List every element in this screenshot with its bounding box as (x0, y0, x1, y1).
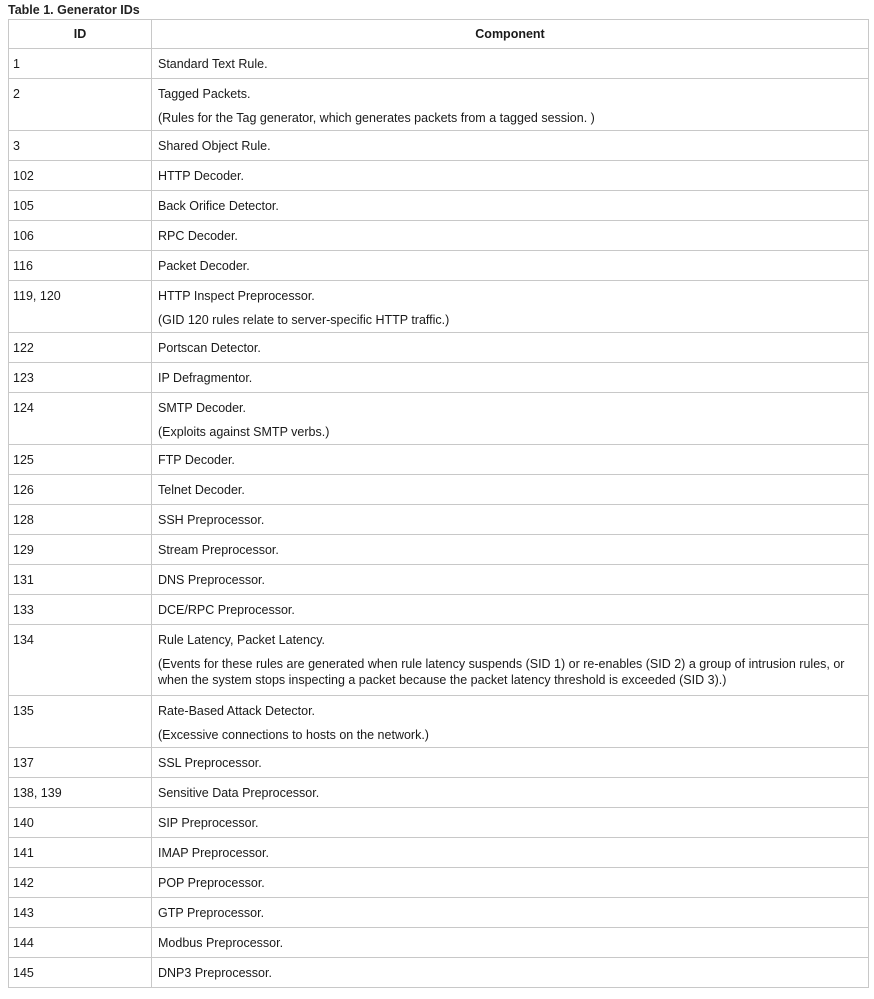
table-row (9, 958, 869, 988)
cell-component (152, 475, 869, 505)
cell-id: 102 (9, 161, 152, 191)
component-note: (Excessive connections to hosts on the network.) (158, 728, 429, 742)
cell-component (152, 333, 869, 363)
cell-id: 144 (9, 928, 152, 958)
component-name: IP Defragmentor. (158, 371, 253, 385)
table-header-row (9, 20, 869, 49)
column-header-component: Component (152, 20, 869, 49)
table-row (9, 505, 869, 535)
component-name: Back Orifice Detector. (158, 199, 279, 213)
table-row (9, 535, 869, 565)
component-name: SIP Preprocessor. (158, 816, 259, 830)
cell-id: 135 (9, 696, 152, 748)
table-row (9, 778, 869, 808)
component-name: Tagged Packets. (158, 87, 251, 101)
cell-component (152, 748, 869, 778)
component-name: SMTP Decoder. (158, 401, 247, 415)
cell-component (152, 363, 869, 393)
cell-component (152, 958, 869, 988)
cell-id: 128 (9, 505, 152, 535)
cell-component (152, 565, 869, 595)
component-note: (Rules for the Tag generator, which generates packets from a tagged session. ) (158, 111, 595, 125)
cell-component (152, 838, 869, 868)
cell-id: 137 (9, 748, 152, 778)
table-row (9, 595, 869, 625)
cell-component (152, 79, 869, 131)
component-name: Stream Preprocessor. (158, 543, 279, 557)
cell-id: 105 (9, 191, 152, 221)
table-row (9, 281, 869, 333)
cell-component (152, 595, 869, 625)
component-name: Rule Latency, Packet Latency. (158, 633, 325, 647)
cell-component (152, 131, 869, 161)
table-caption: Table 1. Generator IDs (8, 3, 140, 17)
component-name: FTP Decoder. (158, 453, 235, 467)
component-name: Shared Object Rule. (158, 139, 271, 153)
component-name: Modbus Preprocessor. (158, 936, 284, 950)
component-name: POP Preprocessor. (158, 876, 265, 890)
table-row (9, 565, 869, 595)
cell-id: 1 (9, 49, 152, 79)
cell-id: 124 (9, 393, 152, 445)
cell-component (152, 696, 869, 748)
component-note: (GID 120 rules relate to server-specific HTTP traffic.) (158, 313, 450, 327)
component-name: HTTP Inspect Preprocessor. (158, 289, 315, 303)
cell-component (152, 221, 869, 251)
cell-id: 3 (9, 131, 152, 161)
component-name: Telnet Decoder. (158, 483, 245, 497)
cell-id: 116 (9, 251, 152, 281)
cell-id: 125 (9, 445, 152, 475)
cell-component (152, 778, 869, 808)
cell-id: 143 (9, 898, 152, 928)
component-name: DNP3 Preprocessor. (158, 966, 272, 980)
cell-component (152, 281, 869, 333)
table-row (9, 808, 869, 838)
cell-id: 129 (9, 535, 152, 565)
table-row (9, 333, 869, 363)
table-row (9, 363, 869, 393)
component-note: (Exploits against SMTP verbs.) (158, 425, 330, 439)
cell-id: 2 (9, 79, 152, 131)
table-row (9, 79, 869, 131)
table-row (9, 696, 869, 748)
table-row (9, 221, 869, 251)
cell-component (152, 868, 869, 898)
table-row (9, 131, 869, 161)
table-row (9, 393, 869, 445)
cell-id: 145 (9, 958, 152, 988)
cell-id: 138, 139 (9, 778, 152, 808)
component-note: (Events for these rules are generated when rule latency suspends (SID 1) or re-enables (SID 2) a group of intrusion rules, or when the system stops inspecting a packet because the packet latency threshold is exceeded (SID 3).) (158, 657, 845, 687)
component-name: SSH Preprocessor. (158, 513, 265, 527)
cell-component (152, 393, 869, 445)
table-row (9, 868, 869, 898)
cell-id: 140 (9, 808, 152, 838)
cell-id: 126 (9, 475, 152, 505)
table-row (9, 475, 869, 505)
cell-component (152, 251, 869, 281)
cell-id: 142 (9, 868, 152, 898)
cell-component (152, 505, 869, 535)
cell-component (152, 808, 869, 838)
table-row (9, 838, 869, 868)
cell-component (152, 625, 869, 696)
column-header-id: ID (9, 20, 152, 49)
component-name: GTP Preprocessor. (158, 906, 265, 920)
cell-id: 106 (9, 221, 152, 251)
component-name: Rate-Based Attack Detector. (158, 704, 316, 718)
component-name: RPC Decoder. (158, 229, 238, 243)
table-body (9, 49, 869, 988)
cell-component (152, 445, 869, 475)
table-row (9, 748, 869, 778)
cell-id: 119, 120 (9, 281, 152, 333)
cell-id: 141 (9, 838, 152, 868)
cell-id: 134 (9, 625, 152, 696)
cell-id: 122 (9, 333, 152, 363)
component-name: Sensitive Data Preprocessor. (158, 786, 320, 800)
cell-component (152, 928, 869, 958)
component-name: DCE/RPC Preprocessor. (158, 603, 295, 617)
generator-ids-table (8, 19, 869, 988)
cell-id: 133 (9, 595, 152, 625)
cell-component (152, 535, 869, 565)
cell-component (152, 49, 869, 79)
component-name: DNS Preprocessor. (158, 573, 265, 587)
cell-component (152, 898, 869, 928)
cell-id: 123 (9, 363, 152, 393)
table-row (9, 445, 869, 475)
component-name: HTTP Decoder. (158, 169, 244, 183)
component-name: Standard Text Rule. (158, 57, 268, 71)
table-row (9, 625, 869, 696)
component-name: SSL Preprocessor. (158, 756, 262, 770)
table-row (9, 251, 869, 281)
table-row (9, 191, 869, 221)
cell-id: 131 (9, 565, 152, 595)
table-row (9, 928, 869, 958)
component-name: IMAP Preprocessor. (158, 846, 269, 860)
table-row (9, 49, 869, 79)
table-row (9, 898, 869, 928)
cell-component (152, 191, 869, 221)
table-row (9, 161, 869, 191)
component-name: Portscan Detector. (158, 341, 261, 355)
cell-component (152, 161, 869, 191)
component-name: Packet Decoder. (158, 259, 250, 273)
